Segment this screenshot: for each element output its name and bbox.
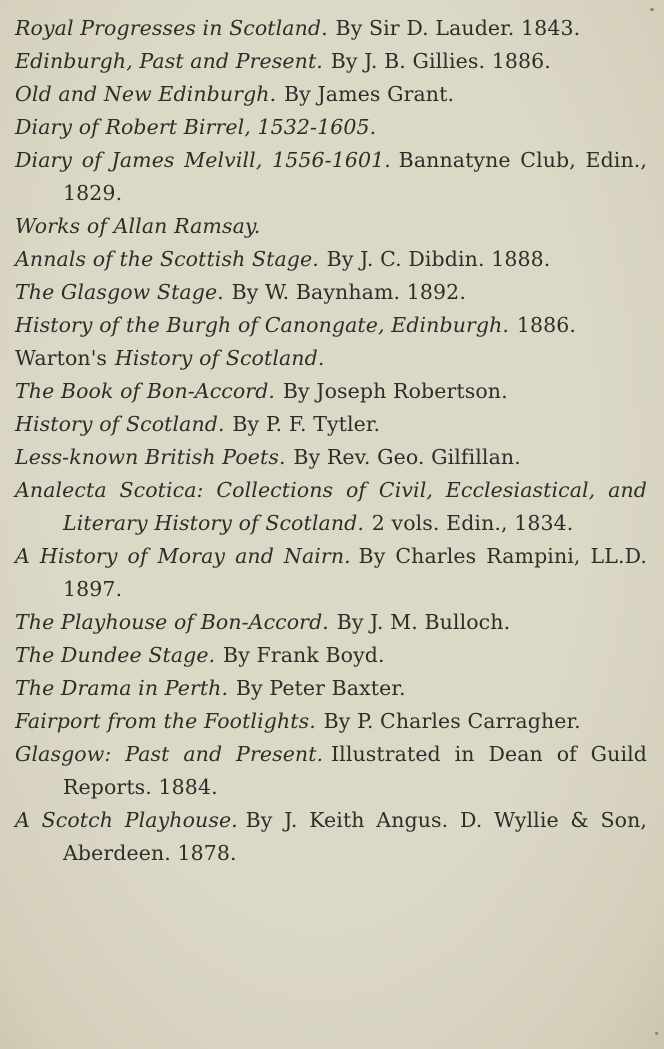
bibliography-entry: [15, 210, 647, 243]
entry-detail: By J. C. Dibdin. 1888.: [326, 247, 551, 271]
bibliography-entry: [15, 474, 647, 540]
entry-title: Diary of Robert Birrel, 1532-1605.: [15, 115, 377, 139]
entry-detail: Illustrated in Dean of Guild Reports. 1884.: [63, 742, 647, 799]
entry-title: The Dundee Stage.: [15, 643, 216, 667]
bibliography-entry: [15, 606, 647, 639]
bibliography-entry: [15, 441, 647, 474]
bibliography-entry: [15, 78, 647, 111]
entry-detail: By W. Baynham. 1892.: [231, 280, 466, 304]
entry-detail: Bannatyne Club, Edin., 1829.: [63, 148, 647, 205]
entry-title: The Playhouse of Bon-Accord.: [15, 610, 329, 634]
entry-detail: By Rev. Geo. Gilfillan.: [293, 445, 521, 469]
entry-title: The Glasgow Stage.: [15, 280, 224, 304]
entry-title: Less-known British Poets.: [15, 445, 286, 469]
entry-title: Old and New Edinburgh.: [15, 82, 277, 106]
bibliography-entry: [15, 144, 647, 210]
entry-detail: 2 vols. Edin., 1834.: [371, 511, 574, 535]
bibliography-entry: [15, 243, 647, 276]
bibliography-entry: [15, 375, 647, 408]
entry-detail: By Peter Baxter.: [235, 676, 406, 700]
entry-detail: By James Grant.: [284, 82, 455, 106]
entry-detail: By Charles Rampini, LL.D. 1897.: [63, 544, 647, 601]
entry-detail: By J. B. Gillies. 1886.: [330, 49, 551, 73]
scan-speck: [650, 8, 654, 11]
bibliography-entry: [15, 639, 647, 672]
bibliography-entry: [15, 342, 647, 375]
bibliography-entry: [15, 738, 647, 804]
entry-title: History of Scotland.: [15, 412, 225, 436]
bibliography-entry: [15, 111, 647, 144]
entry-detail: 1886.: [516, 313, 577, 337]
bibliography-entry: [15, 705, 647, 738]
scan-speck: [655, 1032, 658, 1035]
entry-title: History of Scotland.: [114, 346, 325, 370]
bibliography-list: [15, 12, 647, 870]
entry-detail: Warton's: [15, 346, 108, 370]
bibliography-entry: [15, 672, 647, 705]
bibliography-entry: [15, 309, 647, 342]
entry-title: History of the Burgh of Canongate, Edinburgh.: [15, 313, 510, 337]
bibliography-entry: [15, 540, 647, 606]
entry-title: A Scotch Playhouse.: [15, 808, 238, 832]
entry-title: The Book of Bon-Accord.: [15, 379, 276, 403]
entry-detail: By J. M. Bulloch.: [336, 610, 511, 634]
bibliography-entry: [15, 12, 647, 45]
entry-title: Annals of the Scottish Stage.: [15, 247, 319, 271]
bibliography-entry: [15, 408, 647, 441]
entry-title: Edinburgh, Past and Present.: [15, 49, 323, 73]
bibliography-entry: [15, 45, 647, 78]
entry-title: Glasgow: Past and Present.: [15, 742, 324, 766]
entry-detail: By P. F. Tytler.: [232, 412, 381, 436]
entry-title: Analecta Scotica: Collections of Civil, Ecclesiastical, and Literary History of Scotland.: [15, 478, 647, 535]
entry-title: A History of Moray and Nairn.: [15, 544, 351, 568]
bibliography-entry: [15, 804, 647, 870]
entry-detail: By Sir D. Lauder. 1843.: [335, 16, 581, 40]
entry-title: Diary of James Melvill, 1556-1601.: [15, 148, 391, 172]
entry-detail: By Frank Boyd.: [223, 643, 385, 667]
entry-title: The Drama in Perth.: [15, 676, 229, 700]
entry-title: Works of Allan Ramsay.: [15, 214, 261, 238]
entry-detail: By P. Charles Carragher.: [323, 709, 581, 733]
bibliography-entry: [15, 276, 647, 309]
entry-title: Royal Progresses in Scotland.: [15, 16, 328, 40]
entry-detail: By Joseph Robertson.: [282, 379, 508, 403]
entry-detail: By J. Keith Angus. D. Wyllie & Son, Aberdeen. 1878.: [63, 808, 647, 865]
entry-title: Fairport from the Footlights.: [15, 709, 316, 733]
